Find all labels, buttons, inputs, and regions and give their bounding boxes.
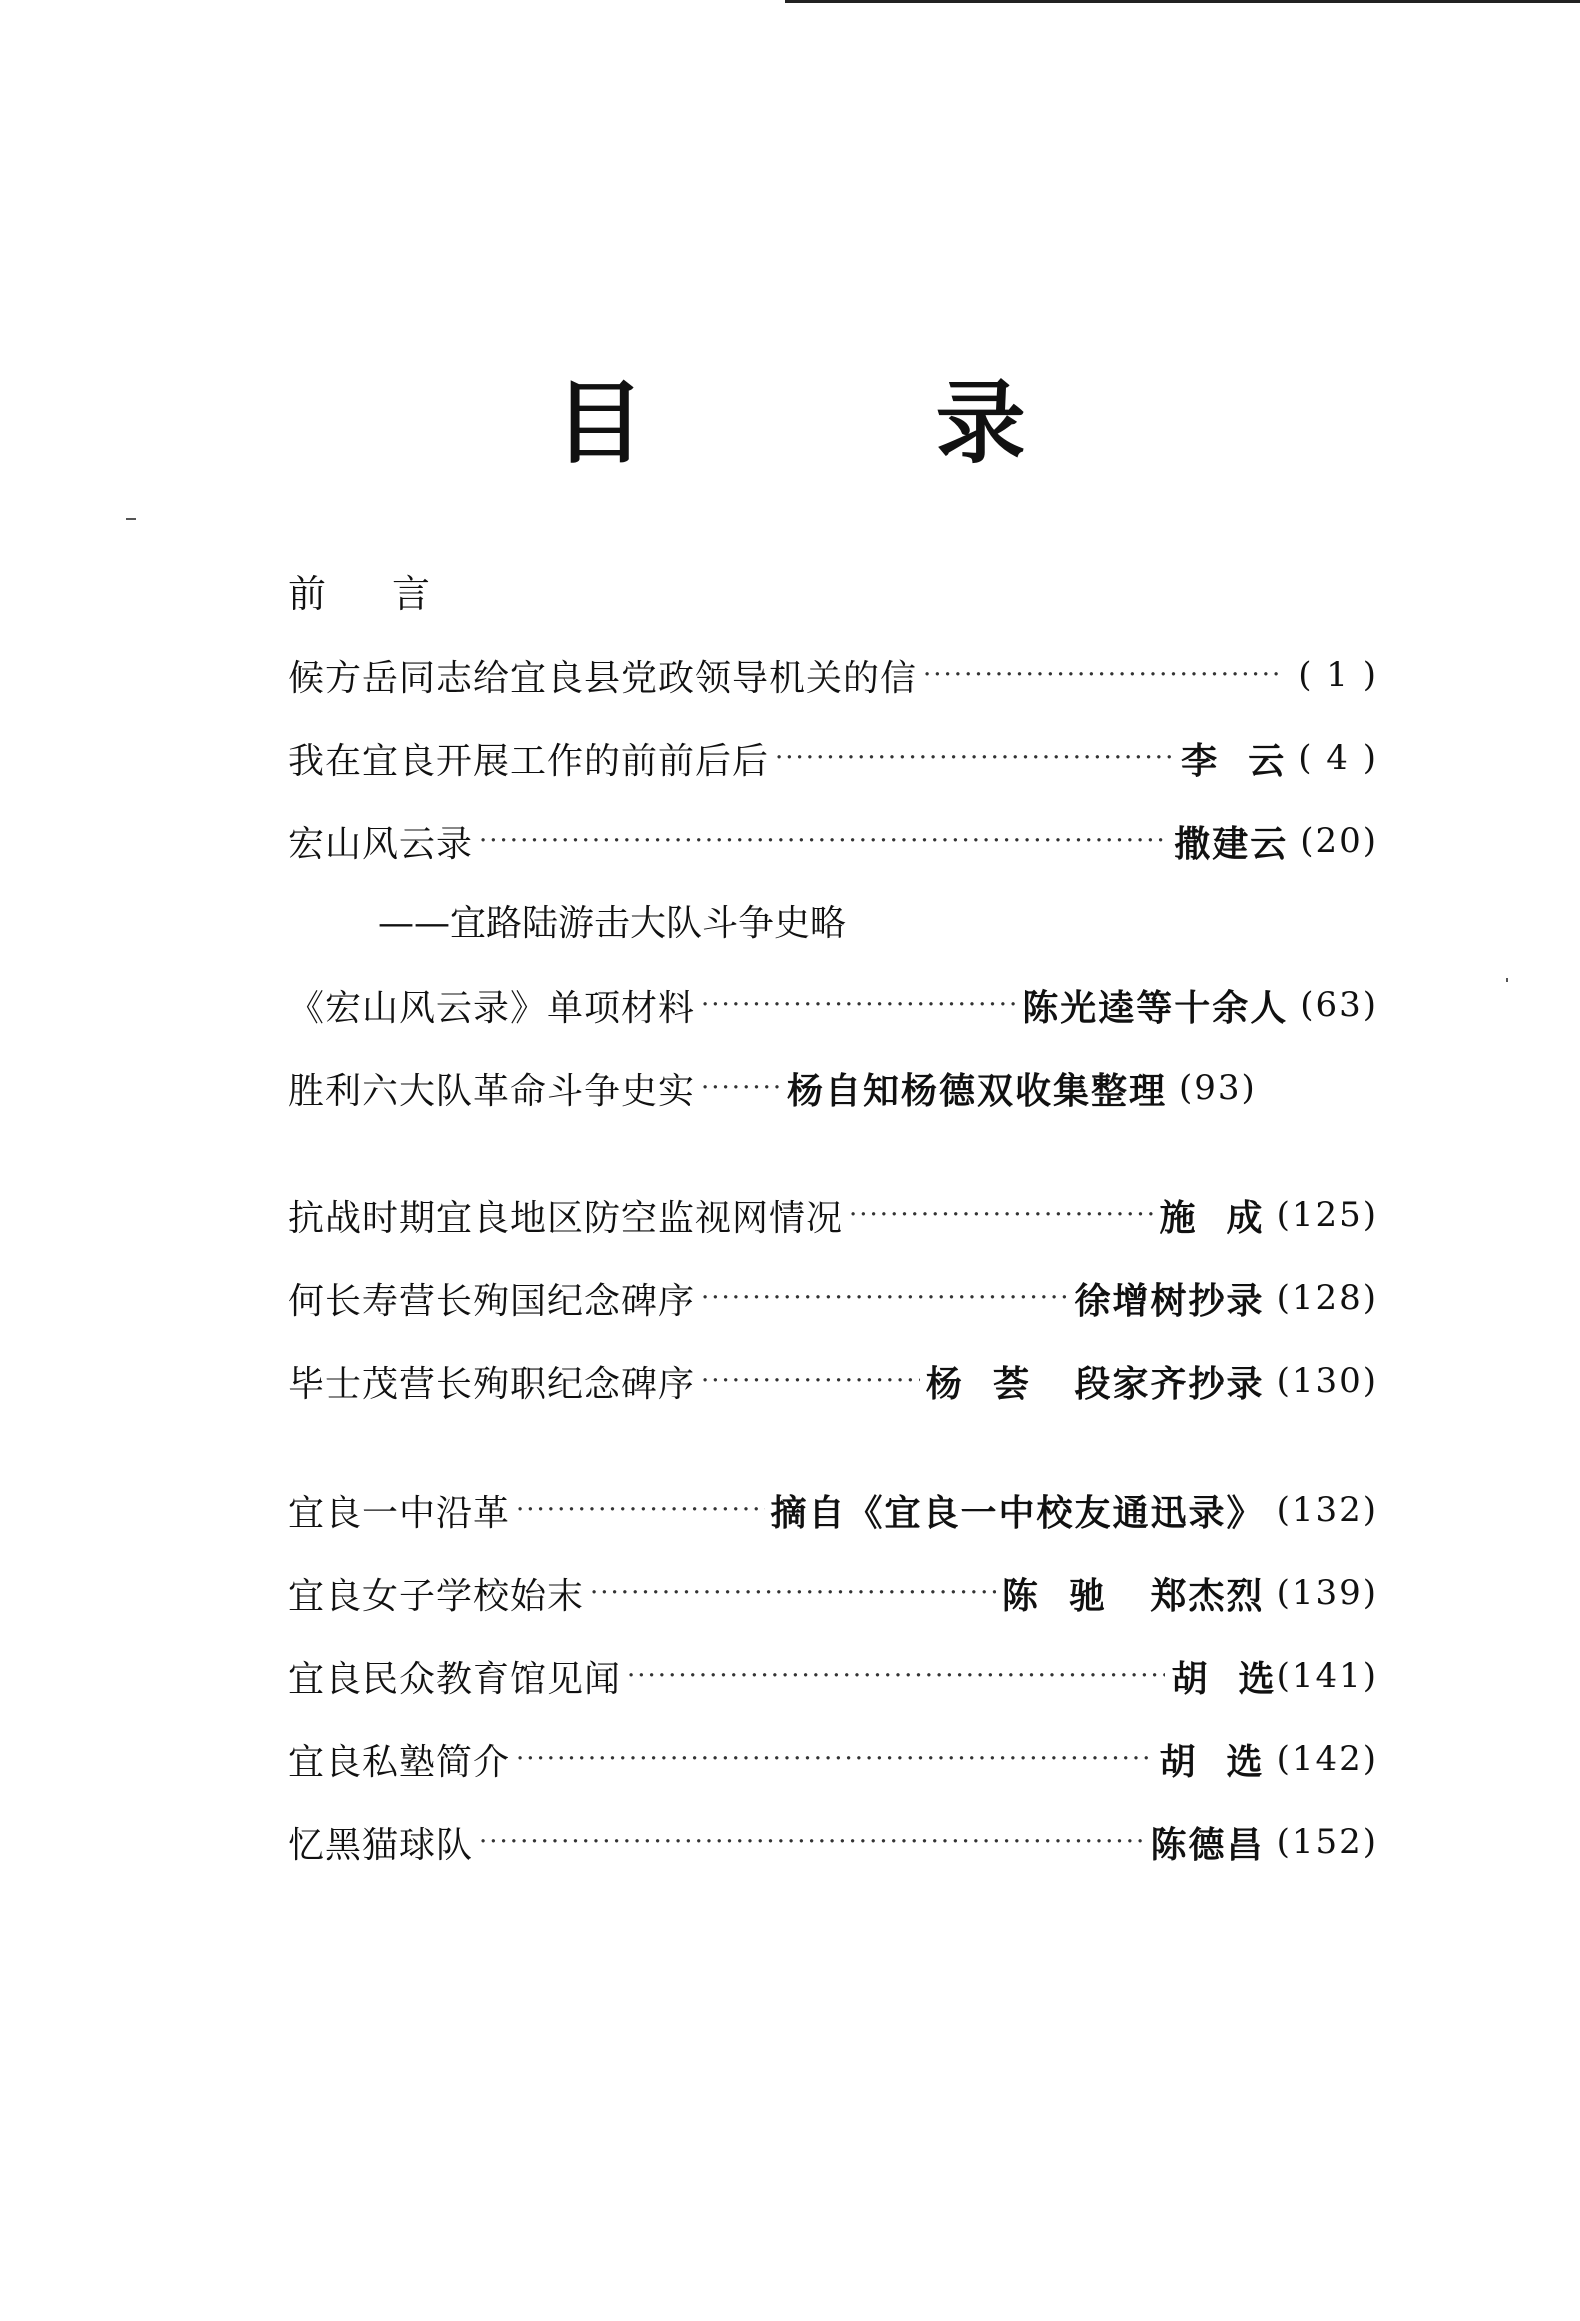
entry-author: 杨自知杨德双收集整理: [787, 1070, 1168, 1112]
toc-entry: [288, 728, 1378, 788]
entry-page: (139): [1276, 1573, 1378, 1613]
entry-page: (132): [1276, 1490, 1378, 1530]
toc-entry: [288, 1729, 1378, 1789]
entry-author: 陈光逵等十余人: [1022, 987, 1289, 1029]
entry-title: 宜良民众教育馆见闻: [288, 1658, 622, 1700]
entry-author: 胡 选: [1159, 1741, 1265, 1783]
entry-title: 抗战时期宜良地区防空监视网情况: [288, 1197, 844, 1239]
entry-page: (152): [1276, 1822, 1378, 1862]
entry-author: 撒建云: [1174, 823, 1289, 865]
scan-speck: [126, 518, 136, 520]
entry-title: 候方岳同志给宜良县党政领导机关的信: [288, 657, 918, 699]
entry-page: ( 4 ): [1298, 738, 1378, 778]
entry-author: 摘自《宜良一中校友通迅录》: [770, 1492, 1265, 1534]
toc-entry: [288, 1646, 1378, 1706]
entry-title: 宜良私塾简介: [288, 1741, 511, 1783]
toc-entry: [288, 811, 1378, 871]
entry-author: 徐增树抄录: [1074, 1280, 1265, 1322]
entry-page: (93): [1179, 1068, 1257, 1108]
dot-leader: [479, 1827, 1145, 1857]
entry-title: 何长寿营长殉国纪念碑序: [288, 1280, 696, 1322]
entry-title: 宏山风云录: [288, 823, 474, 865]
entry-author: 陈德昌: [1150, 1824, 1265, 1866]
entry-title: 宜良女子学校始末: [288, 1575, 585, 1617]
scan-speck: [1506, 978, 1508, 982]
preface-entry: 前言: [288, 571, 497, 616]
dot-leader: [516, 1744, 1153, 1774]
dot-leader: [701, 1283, 1069, 1313]
table-of-contents: [288, 0, 1378, 2321]
dot-leader: [590, 1578, 996, 1608]
entry-author: 杨 荟 段家齐抄录: [925, 1363, 1265, 1405]
toc-entry: [288, 1480, 1378, 1540]
dot-leader: [775, 743, 1175, 773]
entry-title: 忆黑猫球队: [288, 1824, 474, 1866]
toc-entry: [288, 645, 1378, 705]
dot-leader: [516, 1495, 765, 1525]
dot-leader: [627, 1661, 1165, 1691]
toc-entry: [288, 1058, 1378, 1118]
entry-title: 胜利六大队革命斗争史实: [288, 1070, 696, 1112]
dot-leader: [849, 1200, 1153, 1230]
entry-page: (130): [1276, 1361, 1378, 1401]
entry-title: 宜良一中沿革: [288, 1492, 511, 1534]
entry-page: ( 1 ): [1298, 655, 1378, 695]
entry-page: (141): [1276, 1656, 1378, 1696]
toc-entry: [288, 1563, 1378, 1623]
entry-page: (125): [1276, 1195, 1378, 1235]
dot-leader: [701, 1073, 781, 1103]
toc-entry: [288, 1351, 1378, 1411]
toc-entry: [288, 1812, 1378, 1872]
entry-author: 李 云: [1181, 740, 1287, 782]
entry-page: (20): [1300, 821, 1378, 861]
page-title: 目 录: [554, 371, 1156, 476]
entry-title: 毕士茂营长殉职纪念碑序: [288, 1363, 696, 1405]
toc-entry: [288, 1268, 1378, 1328]
entry-page: (142): [1276, 1739, 1378, 1779]
entry-author: 施 成: [1159, 1197, 1265, 1239]
toc-entry: [288, 1185, 1378, 1245]
entry-title: 我在宜良开展工作的前前后后: [288, 740, 770, 782]
dot-leader: [701, 1366, 920, 1396]
toc-entry: [288, 975, 1378, 1035]
entry-title: 《宏山风云录》单项材料: [288, 987, 696, 1029]
entry-author: 胡 选: [1171, 1658, 1277, 1700]
dot-leader: [923, 660, 1280, 690]
dot-leader: [701, 990, 1016, 1020]
entry-author: 陈 驰 郑杰烈: [1001, 1575, 1265, 1617]
dot-leader: [479, 826, 1168, 856]
entry-page: (128): [1276, 1278, 1378, 1318]
entry-page: (63): [1300, 985, 1378, 1025]
entry-subtitle: ——宜路陆游击大队斗争史略: [378, 902, 847, 944]
